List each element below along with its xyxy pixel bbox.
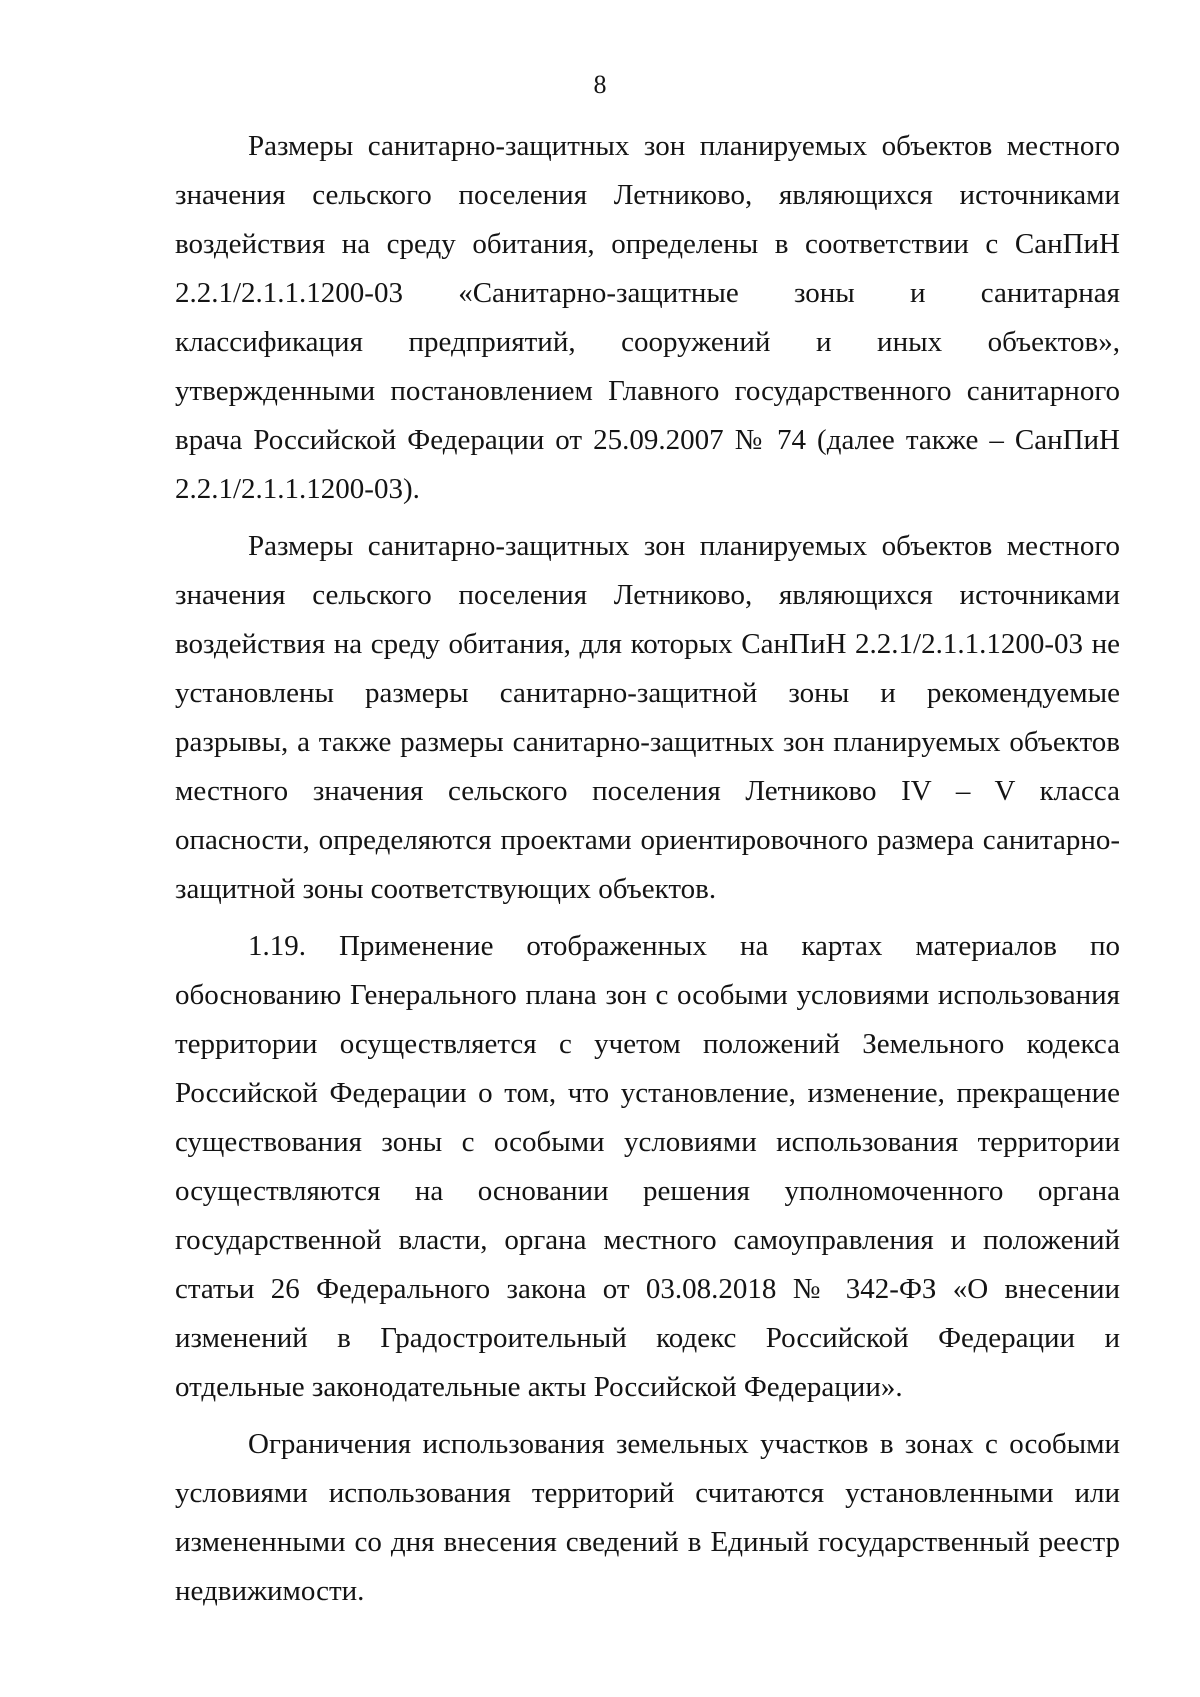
- paragraph-sanitary-zones-projects: Размеры санитарно-защитных зон планируемых объектов местного значения сельского поселения Летниково, являющихся источниками воздействия на среду обитания, для которых СанПиН 2.2.1/2.1.1.1200-03 не установлены размеры санитарно-защитной зоны и рекомендуемые разрывы, а также размеры санитарно-защитных зон планируемых объектов местного значения сельского поселения Летниково IV – V класса опасности, определяются проектами ориентировочного размера санитарно-защитной зоны соответствующих объектов.: [175, 530, 1120, 905]
- paragraph-land-use-restrictions: Ограничения использования земельных участков в зонах с особыми условиями использования территорий считаются установленными или измененными со дня внесения сведений в Единый государственный реестр недвижимости.: [175, 1428, 1120, 1607]
- page-number: 8: [593, 70, 607, 99]
- paragraph-section-1-19: 1.19. Применение отображенных на картах материалов по обоснованию Генерального плана зон с особыми условиями использования территории осуществляется с учетом положений Земельного кодекса Российской Федерации о том, что установление, изменение, прекращение существования зоны с особыми условиями использования территории осуществляются на основании решения уполномоченного органа государственной власти, органа местного самоуправления и положений статьи 26 Федерального закона от 03.08.2018 № 342-ФЗ «О внесении изменений в Градостроительный кодекс Российской Федерации и отдельные законодательные акты Российской Федерации».: [175, 930, 1120, 1403]
- paragraph-sanitary-zones-sanpin: Размеры санитарно-защитных зон планируемых объектов местного значения сельского поселения Летниково, являющихся источниками воздействия на среду обитания, определены в соответствии с СанПиН 2.2.1/2.1.1.1200-03 «Санитарно-защитные зоны и санитарная классификация предприятий, сооружений и иных объектов», утвержденными постановлением Главного государственного санитарного врача Российской Федерации от 25.09.2007 № 74 (далее также – СанПиН 2.2.1/2.1.1.1200-03).: [175, 130, 1120, 505]
- document-body: [175, 122, 1120, 1616]
